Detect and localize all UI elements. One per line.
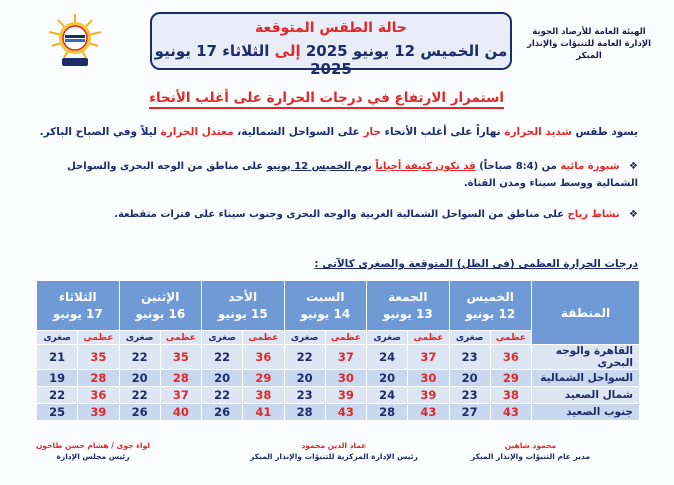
region-name: القاهرة والوجه البحرى <box>532 345 640 370</box>
fog-bullet <box>38 158 638 192</box>
day-name: الأحد <box>228 289 258 304</box>
max-temp: 29 <box>243 370 284 387</box>
min-label: صغرى <box>367 331 408 345</box>
min-temp: 19 <box>37 370 78 387</box>
signatory-name: عماد الدين محمود <box>301 441 367 450</box>
max-temp: 43 <box>325 404 366 421</box>
signature-chairman <box>36 440 150 462</box>
min-temp: 26 <box>202 404 243 421</box>
period-to-word: إلى <box>274 42 301 60</box>
max-temp: 43 <box>490 404 531 421</box>
wind-bullet <box>38 206 638 223</box>
max-temp: 28 <box>78 370 119 387</box>
min-label: صغرى <box>37 331 78 345</box>
max-temp: 29 <box>490 370 531 387</box>
forecast-text-d: حار <box>363 126 382 138</box>
region-column-header: المنطقة <box>532 281 640 345</box>
wind-areas: على مناطق من السواحل الشمالية الغربية والوجه البحرى وجنوب سيناء على فترات متقطعة. <box>114 209 565 220</box>
day-name: السبت <box>306 289 345 304</box>
fog-areas: على مناطق من الوجه البحرى والسواحل الشمالية ووسط سيناء ومدن القناة. <box>67 161 638 189</box>
table-caption: درجات الحرارة العظمى (فى الظل) المتوقعة والصغرى كالآتى : <box>314 258 638 270</box>
min-temp: 22 <box>119 387 160 404</box>
signatory-name: لواء جوى / هشام حسن طاحون <box>36 441 151 450</box>
forecast-text-g: ليلاً وفي الصباح الباكر. <box>39 126 157 138</box>
title-box <box>150 12 512 78</box>
min-temp: 23 <box>284 387 325 404</box>
min-label: صغرى <box>284 331 325 345</box>
table-row <box>37 404 640 421</box>
min-temp: 28 <box>367 404 408 421</box>
max-temp: 38 <box>490 387 531 404</box>
day-name: الخميس <box>466 289 514 304</box>
min-temp: 23 <box>449 387 490 404</box>
min-temp: 21 <box>37 345 78 370</box>
min-temp: 22 <box>284 345 325 370</box>
general-forecast <box>38 126 638 138</box>
day-date: 12 يونيو <box>465 306 516 321</box>
region-name: السواحل الشمالية <box>532 370 640 387</box>
min-temp: 24 <box>367 345 408 370</box>
day-date: 13 يونيو <box>382 306 433 321</box>
day-date: 17 يونيو <box>52 306 103 321</box>
max-label: عظمى <box>243 331 284 345</box>
wind-term: نشاط رياح <box>567 209 620 220</box>
min-temp: 27 <box>449 404 490 421</box>
max-temp: 43 <box>408 404 449 421</box>
bulletin-title: حالة الطقس المتوقعة <box>255 20 407 36</box>
max-label: عظمى <box>325 331 366 345</box>
day-name: الثلاثاء <box>58 289 97 304</box>
org-line-2: الإدارة العامة للتنبؤات والإنذار المبكر <box>526 39 652 61</box>
table-row <box>37 387 640 404</box>
meteorological-authority-logo <box>44 12 106 68</box>
min-temp: 22 <box>37 387 78 404</box>
period-to: الثلاثاء 17 يونيو 2025 <box>154 42 352 78</box>
min-temp: 20 <box>284 370 325 387</box>
min-temp: 22 <box>202 387 243 404</box>
organization-name <box>514 26 664 62</box>
forecast-text-c: نهاراً على أغلب الأنحاء <box>384 126 501 138</box>
max-temp: 41 <box>243 404 284 421</box>
region-name: جنوب الصعيد <box>532 404 640 421</box>
table-row <box>37 345 640 370</box>
day-name: الجمعة <box>388 289 428 304</box>
table-row <box>37 370 640 387</box>
min-label: صغرى <box>449 331 490 345</box>
signature-central-admin <box>250 440 418 462</box>
max-temp: 37 <box>160 387 201 404</box>
max-label: عظمى <box>490 331 531 345</box>
day-date: 15 يونيو <box>217 306 268 321</box>
signatory-role: رئيس مجلس الإدارة <box>56 452 130 461</box>
table-day-header-row <box>37 281 640 331</box>
fog-time: من (8:4 صباحاً) <box>479 161 557 172</box>
signatory-name: محمود شاهين <box>504 441 557 450</box>
day-header <box>37 281 120 331</box>
min-temp: 23 <box>449 345 490 370</box>
max-label: عظمى <box>160 331 201 345</box>
forecast-text-e: على السواحل الشمالية، <box>237 126 360 138</box>
bulletin-period <box>152 42 510 78</box>
signature-director <box>471 440 590 462</box>
max-temp: 36 <box>490 345 531 370</box>
max-temp: 35 <box>160 345 201 370</box>
min-temp: 22 <box>119 345 160 370</box>
min-temp: 20 <box>449 370 490 387</box>
day-header <box>367 281 450 331</box>
min-temp: 20 <box>202 370 243 387</box>
max-temp: 39 <box>78 404 119 421</box>
day-date: 14 يونيو <box>300 306 351 321</box>
diamond-bullet-icon: ❖ <box>629 209 638 220</box>
min-temp: 26 <box>119 404 160 421</box>
fog-density: قد تكون كثيفة أحياناً <box>375 161 476 172</box>
min-temp: 20 <box>367 370 408 387</box>
max-temp: 39 <box>408 387 449 404</box>
max-label: عظمى <box>408 331 449 345</box>
max-temp: 35 <box>78 345 119 370</box>
day-date: 16 يونيو <box>135 306 186 321</box>
signatory-role: رئيس الإدارة المركزية للتنبؤات والإنذار المبكر <box>250 452 418 461</box>
max-temp: 37 <box>325 345 366 370</box>
forecast-text-f: معتدل الحرارة <box>160 126 234 138</box>
max-temp: 36 <box>78 387 119 404</box>
signatory-role: مدير عام التنبؤات والإنذار المبكر <box>470 452 590 461</box>
diamond-bullet-icon: ❖ <box>629 161 638 172</box>
day-header <box>202 281 285 331</box>
min-temp: 28 <box>284 404 325 421</box>
min-temp: 24 <box>367 387 408 404</box>
max-temp: 28 <box>160 370 201 387</box>
temperature-table <box>36 280 640 421</box>
day-header <box>119 281 202 331</box>
min-temp: 25 <box>37 404 78 421</box>
day-name: الإثنين <box>141 289 180 304</box>
fog-day: يوم الخميس 12 يونيو <box>266 161 372 172</box>
headline: استمرار الارتفاع في درجات الحرارة على أغلب الأنحاء <box>149 90 504 109</box>
min-temp: 22 <box>202 345 243 370</box>
min-label: صغرى <box>119 331 160 345</box>
max-temp: 30 <box>408 370 449 387</box>
max-temp: 39 <box>325 387 366 404</box>
max-temp: 38 <box>243 387 284 404</box>
region-name: شمال الصعيد <box>532 387 640 404</box>
max-temp: 36 <box>243 345 284 370</box>
forecast-text-a: يسود طقس <box>575 126 638 138</box>
org-line-1: الهيئة العامة للأرصاد الجوية <box>532 27 646 37</box>
period-from: من الخميس 12 يونيو 2025 <box>305 42 508 60</box>
day-header <box>284 281 367 331</box>
max-temp: 37 <box>408 345 449 370</box>
day-header <box>449 281 532 331</box>
max-temp: 30 <box>325 370 366 387</box>
max-label: عظمى <box>78 331 119 345</box>
min-temp: 20 <box>119 370 160 387</box>
max-temp: 40 <box>160 404 201 421</box>
fog-term: شبورة مائية <box>560 161 620 172</box>
forecast-text-b: شديد الحرارة <box>504 126 572 138</box>
min-label: صغرى <box>202 331 243 345</box>
